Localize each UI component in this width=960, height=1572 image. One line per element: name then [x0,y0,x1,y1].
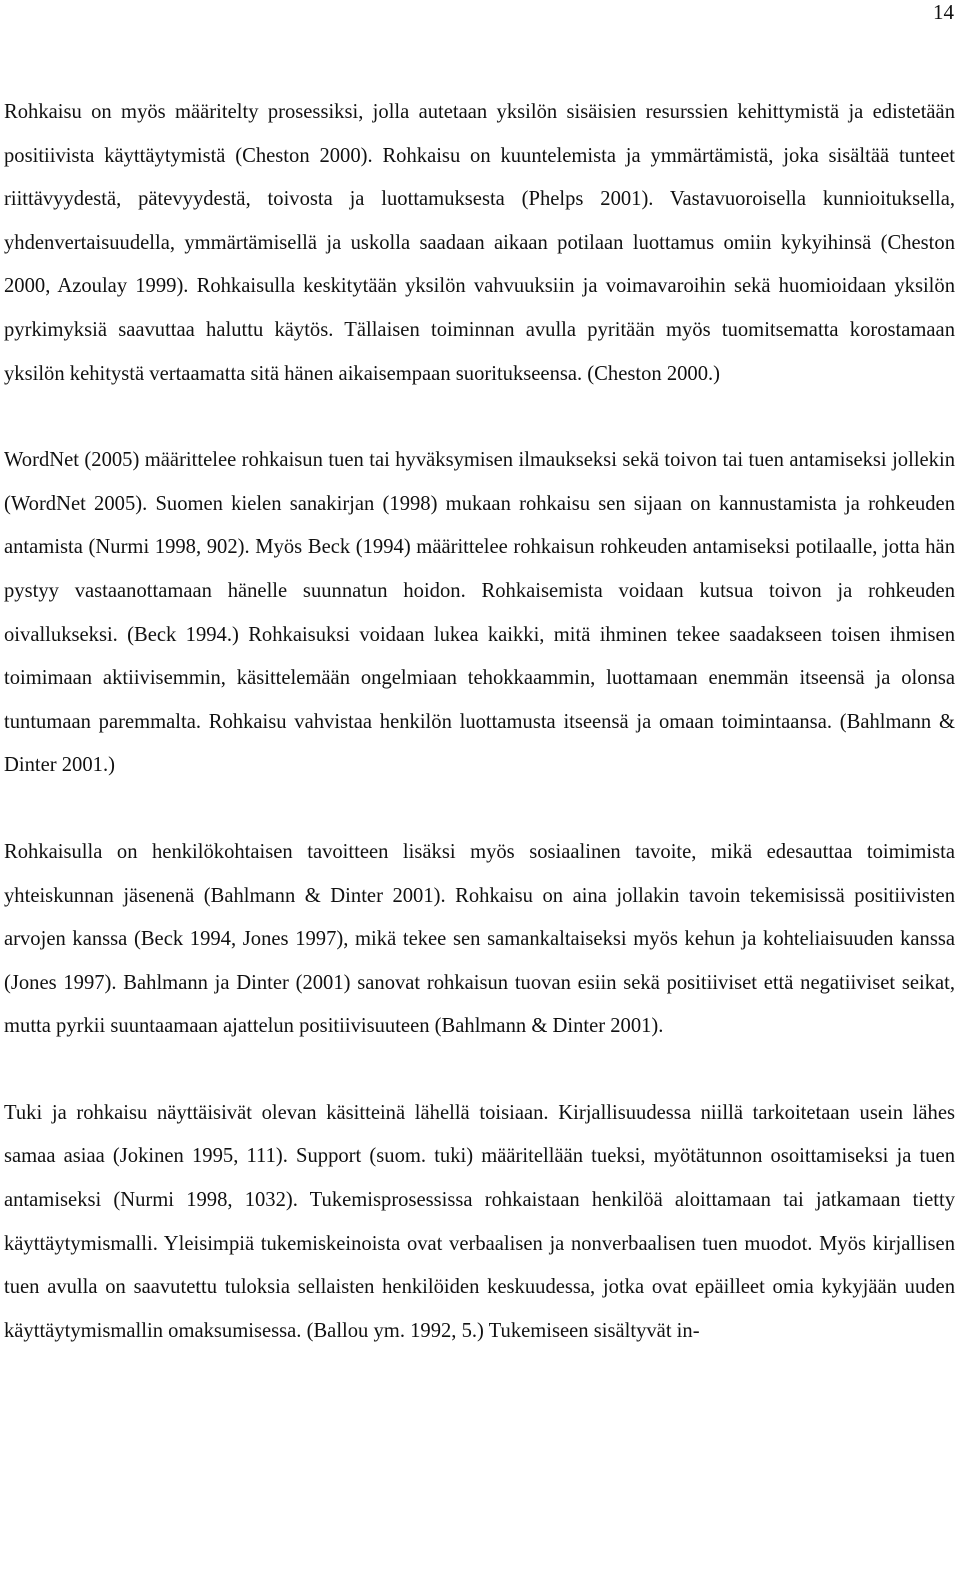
paragraph-support-and-encouragement: Tuki ja rohkaisu näyttäisivät olevan käsitteinä lähellä toisiaan. Kirjallisuudessa niillä tarkoitetaan usein lähes samaa asiaa (Jokinen 1995, 111). Support (suom. tuki) määritellään tueksi, myötätunnon osoittamiseksi ja tuen antamiseksi (Nurmi 1998, 1032). Tukemisprosessissa rohkaistaan henkilöä aloittamaan tai jatkamaan tietty käyttäytymismalli. Yleisimpiä tukemiskeinoista ovat verbaalisen ja nonverbaalisen tuen muodot. Myös kirjallisen tuen avulla on saavutettu tuloksia sellaisten henkilöiden keskuudessa, jotka ovat epäilleet omia kykyjään uuden käyttäytymismallin omaksumisessa. (Ballou ym. 1992, 5.) Tukemiseen sisältyvät in- [4,1101,955,1342]
paragraph-encouragement-definition: Rohkaisu on myös määritelty prosessiksi, jolla autetaan yksilön sisäisien resurssien kehittymistä ja edistetään positiivista käyttäytymistä (Cheston 2000). Rohkaisu on kuuntelemista ja ymmärtämistä, joka sisältää tunteet riittävyydestä, pätevyydestä, toivosta ja luottamuksesta (Phelps 2001). Vastavuoroisella kunnioituksella, yhdenvertaisuudella, ymmärtämisellä ja uskolla saadaan aikaan potilaan luottamus omiin kykyihinsä (Cheston 2000, Azoulay 1999). Rohkaisulla keskitytään yksilön vahvuuksiin ja voimavaroihin sekä huomioidaan yksilön pyrkimyksiä saavuttaa haluttu käytös. Tällaisen toiminnan avulla pyritään myös tuomitsematta korostamaan yksilön kehitystä vertaamatta sitä hänen aikaisempaan suoritukseensa. (Cheston 2000.) [4,101,955,385]
paragraph-wordnet-definition: WordNet (2005) määrittelee rohkaisun tuen tai hyväksymisen ilmaukseksi sekä toivon tai tuen antamiseksi jollekin (WordNet 2005). Suomen kielen sanakirjan (1998) mukaan rohkaisu sen sijaan on kannustamista ja rohkeuden antamista (Nurmi 1998, 902). Myös Beck (1994) määrittelee rohkaisun rohkeuden antamiseksi potilaalle, jotta hän pystyy vastaanottamaan hänelle suunnatun hoidon. Rohkaisemista voidaan kutsua toivon ja rohkeuden oivallukseksi. (Beck 1994.) Rohkaisuksi voidaan lukea kaikki, mitä ihminen tekee saadakseen toisen ihmisen toimimaan aktiivisemmin, käsittelemään ongelmiaan tehokkaammin, luottamaan enemmän itseensä ja olonsa tuntumaan paremmalta. Rohkaisu vahvistaa henkilön luottamusta itseensä ja omaan toimintaansa. (Bahlmann & Dinter 2001.) [4,449,955,777]
paragraph-social-goal: Rohkaisulla on henkilökohtaisen tavoitteen lisäksi myös sosiaalinen tavoite, mikä edesauttaa toimimista yhteiskunnan jäsenenä (Bahlmann & Dinter 2001). Rohkaisu on aina jollakin tavoin tekemisissä positiivisten arvojen kanssa (Beck 1994, Jones 1997), mikä tekee sen samankaltaiseksi myös kehun ja kohteliaisuuden kanssa (Jones 1997). Bahlmann ja Dinter (2001) sanovat rohkaisun tuovan esiin sekä positiiviset että negatiiviset seikat, mutta pyrkii suuntaamaan ajattelun positiivisuuteen (Bahlmann & Dinter 2001). [4,840,955,1038]
page-number: 14 [933,0,954,24]
document-body [4,91,955,1353]
